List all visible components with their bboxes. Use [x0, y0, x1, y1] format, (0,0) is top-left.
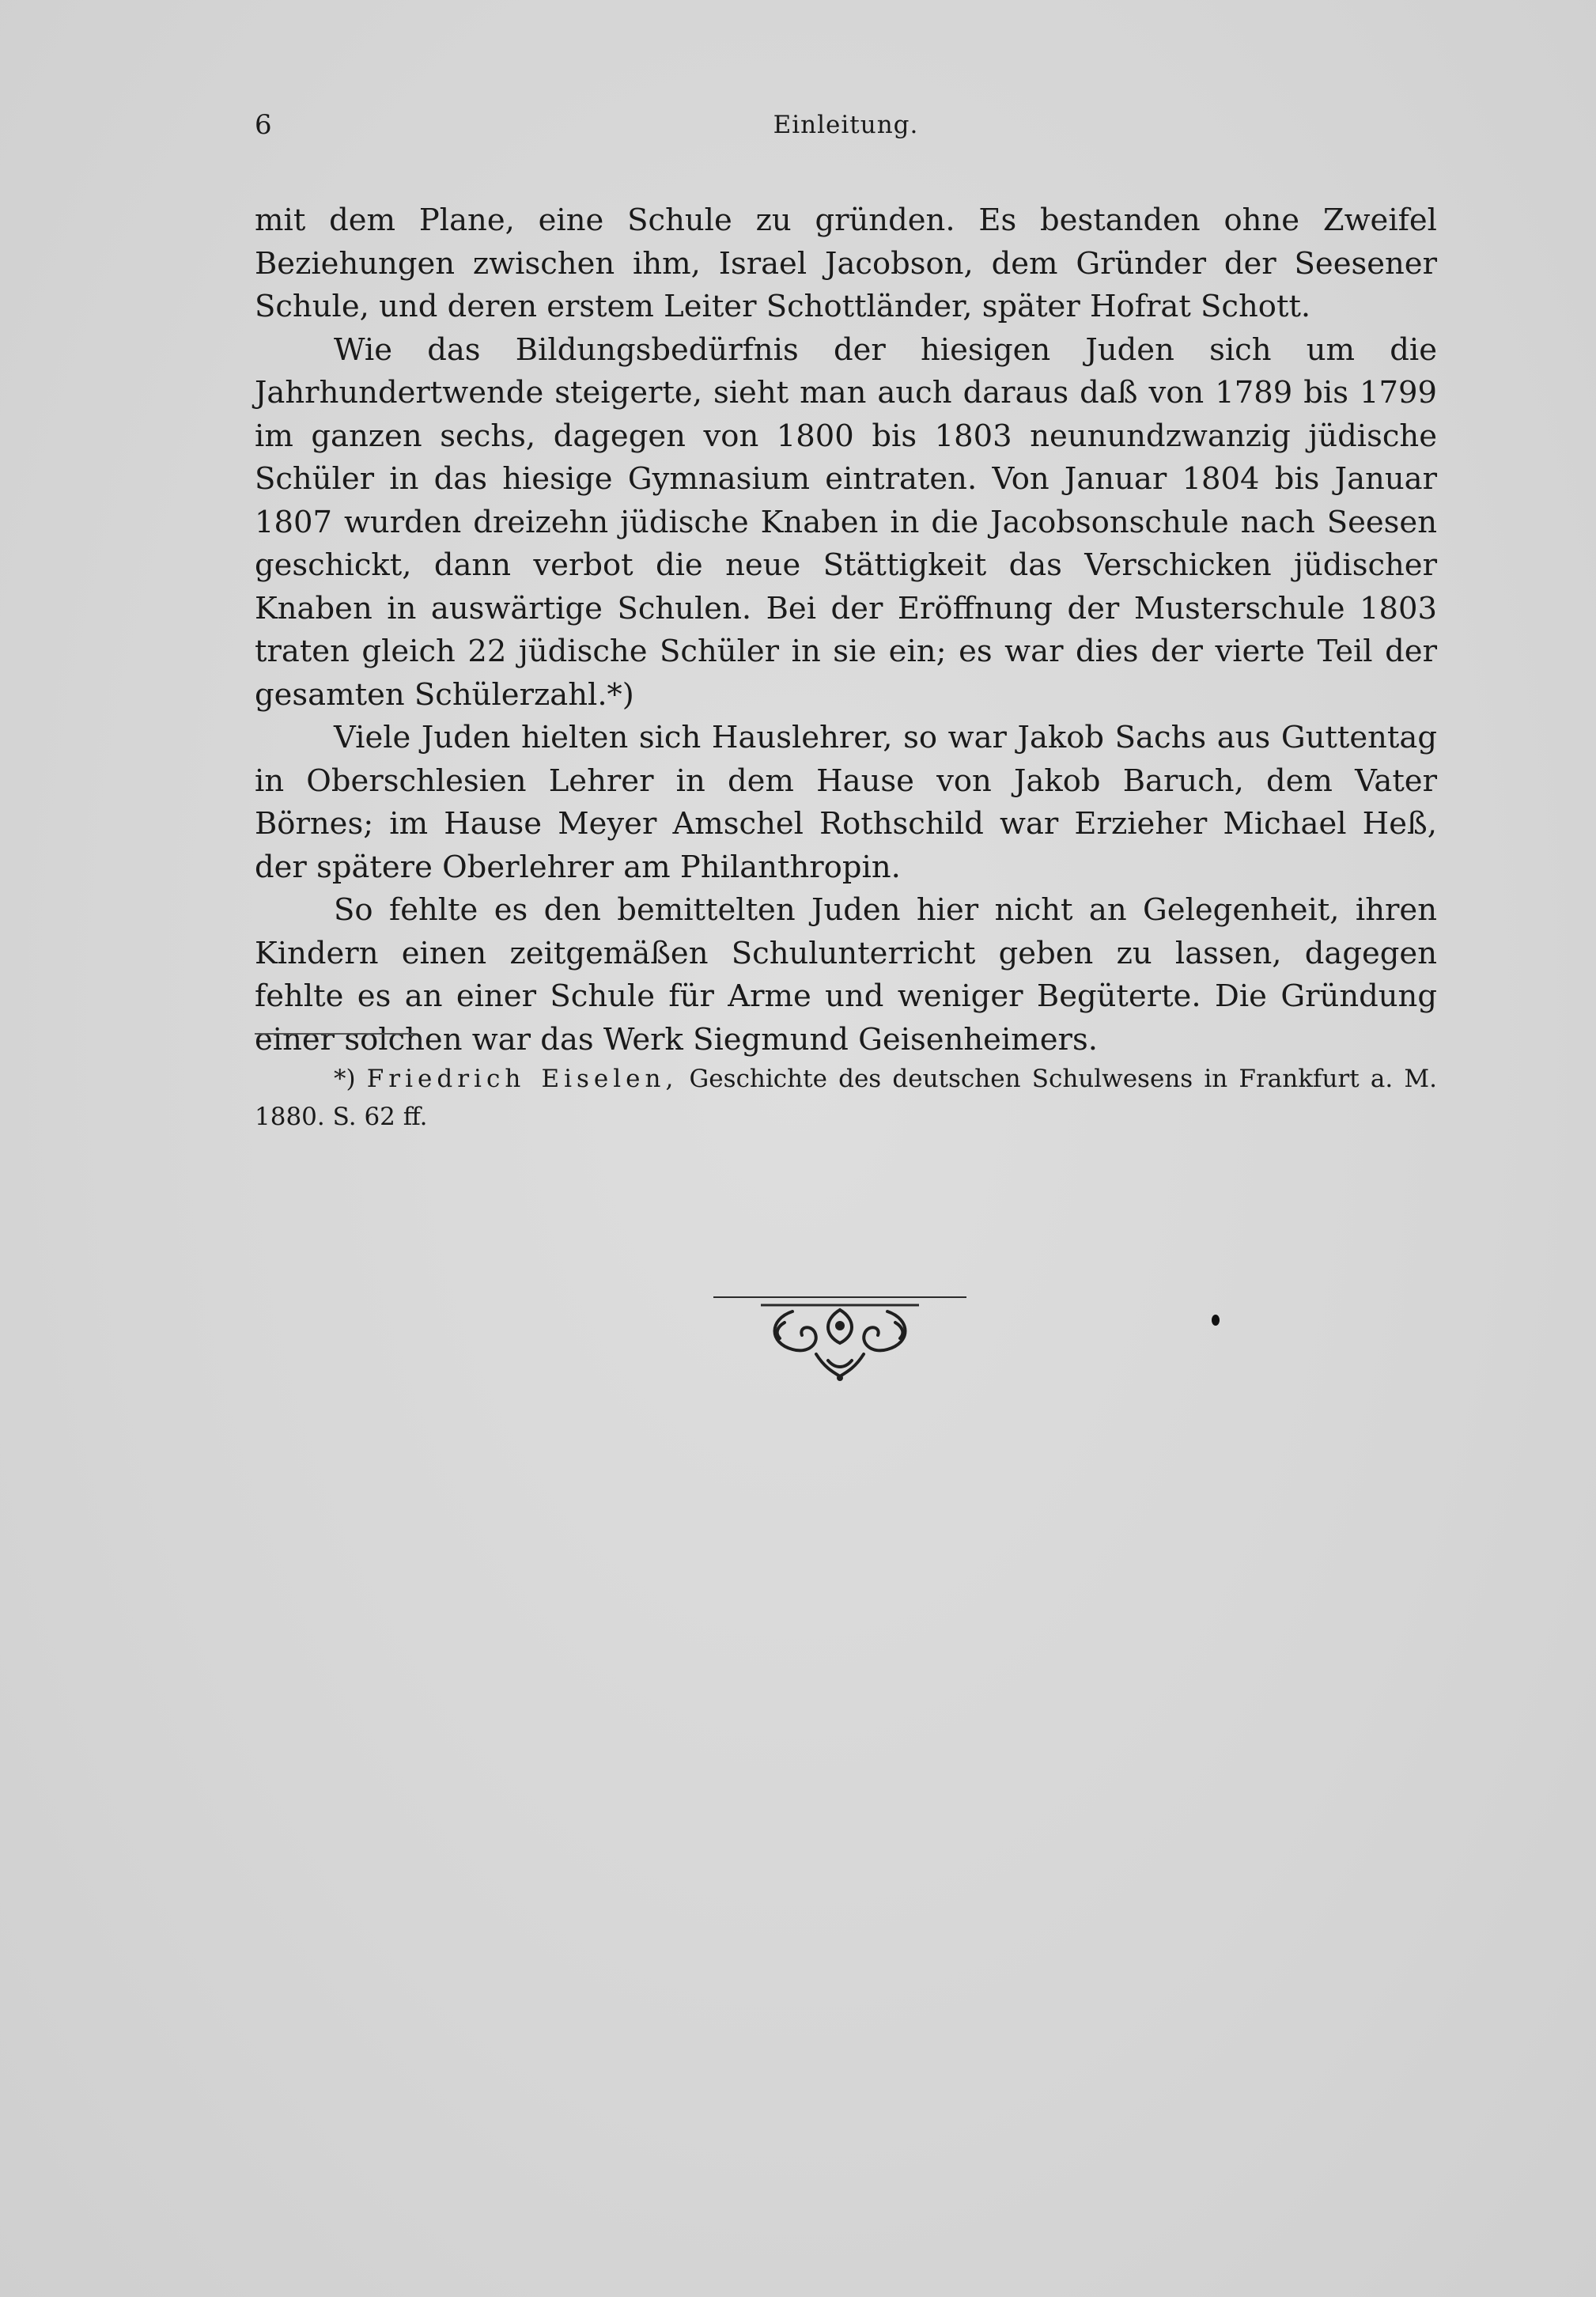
paragraph-4: So fehlte es den bemittelten Juden hier nicht an Gelegenheit, ihren Kindern einen zeitgemäßen Schulunterricht geben zu lassen, dagegen fehlte es an einer Schule für Arme und weniger Begüterte. Die Gründung einer solchen war das Werk Siegmund Geisenheimers.	[255, 892, 1437, 1058]
footnote-marker: *)	[334, 1065, 356, 1093]
paragraph-1: mit dem Plane, eine Schule zu gründen. Es bestanden ohne Zweifel Beziehungen zwischen ihm, Israel Jacobson, dem Gründer der Seesener Schule, und deren erstem Leiter Schottländer, später Hofrat Schott.	[255, 202, 1437, 324]
footnote-divider	[255, 1033, 418, 1035]
paragraph-3: Viele Juden hielten sich Hauslehrer, so war Jakob Sachs aus Guttentag in Oberschlesien Lehrer in dem Hause von Jakob Baruch, dem Vater Börnes; im Hause Meyer Amschel Rothschild war Erzieher Michael Heß, der spätere Oberlehrer am Philanthropin.	[255, 720, 1437, 885]
main-text	[255, 199, 1437, 1061]
page-number: 6	[255, 109, 272, 141]
paragraph-2: Wie das Bildungsbedürfnis der hiesigen Juden sich um die Jahrhundertwende steigerte, sieht man auch daraus daß von 1789 bis 1799 im ganzen sechs, dagegen von 1800 bis 1803 neunundzwanzig jüdische Schüler in das hiesige Gymnasium eintraten. Von Januar 1804 bis Januar 1807 wurden dreizehn jüdische Knaben in die Jacobsonschule nach Seesen geschickt, dann verbot die neue Stättigkeit das Verschicken jüdischer Knaben in auswärtige Schulen. Bei der Eröffnung der Musterschule 1803 traten gleich 22 jüdische Schüler in sie ein; es war dies der vierte Teil der gesamten Schülerzahl.*)	[255, 331, 1437, 713]
ornamental-vignette-icon	[713, 1288, 966, 1383]
footnote-author: Friedrich Eiselen,	[366, 1065, 679, 1093]
footnote	[255, 1060, 1437, 1136]
running-head: Einleitung.	[773, 111, 919, 139]
page-header	[255, 109, 1437, 149]
footnote-text: Geschichte des deutschen Schulwesens in Frankfurt a. M. 1880. S. 62 ff.	[255, 1065, 1437, 1131]
ink-speck	[1212, 1315, 1220, 1326]
